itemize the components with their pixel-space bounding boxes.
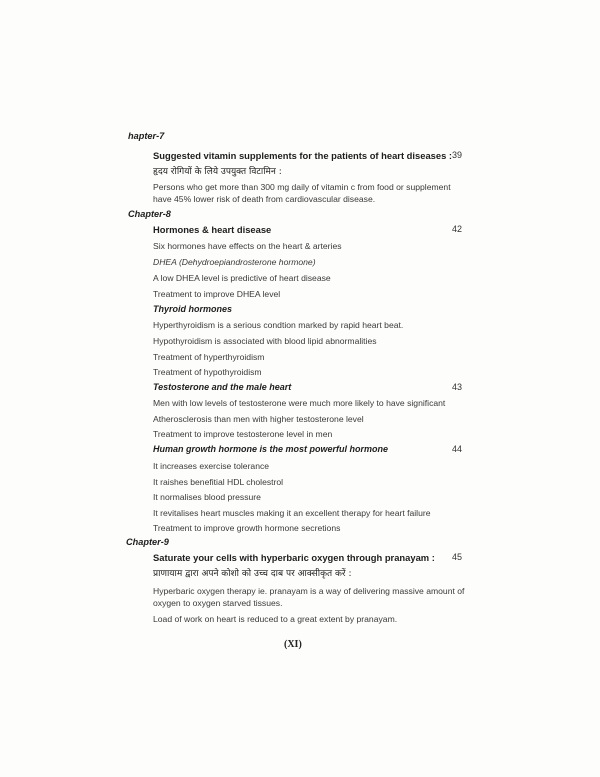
chapter-9-hindi-heading: प्राणायाम द्वारा अपने कोशो को उच्च दाब पर आक्सीकृत करें : <box>153 569 352 579</box>
chapter-7-hindi-heading: हृदय रोगियों के लिये उपयुक्त विटामिन : <box>153 167 282 177</box>
page-number-footer: (XI) <box>284 639 302 650</box>
chapter-8-page-number: 42 <box>451 224 462 234</box>
chapter-8-line: Treatment to improve growth hormone secretions <box>153 523 341 533</box>
chapter-8-line: Treatment of hypothyroidism <box>153 367 262 377</box>
chapter-8-line: It increases exercise tolerance <box>153 461 270 471</box>
chapter-8-line: It raishes benefitial HDL cholestrol <box>153 477 284 487</box>
chapter-8-line: It revitalises heart muscles making it an excellent therapy for heart failure <box>153 508 431 518</box>
chapter-8-line: Six hormones have effects on the heart & arteries <box>153 241 342 251</box>
chapter-7-body-line-1: Persons who get more than 300 mg daily of vitamin c from food or supplement <box>153 182 451 192</box>
chapter-7-heading: Suggested vitamin supplements for the patients of heart diseases : <box>153 150 453 161</box>
chapter-8-line: Atherosclerosis than men with higher testosterone level <box>153 414 364 424</box>
chapter-8-line: A low DHEA level is predictive of heart disease <box>153 273 331 283</box>
growth-hormone-subheading: Human growth hormone is the most powerful hormone <box>153 444 389 454</box>
testosterone-page-number: 43 <box>451 382 462 392</box>
chapter-9-line: Load of work on heart is reduced to a great extent by pranayam. <box>153 614 398 624</box>
thyroid-subheading: Thyroid hormones <box>153 304 233 314</box>
chapter-9-page-number: 45 <box>451 552 462 562</box>
testosterone-subheading: Testosterone and the male heart <box>153 382 292 392</box>
chapter-8-line: Treatment of hyperthyroidism <box>153 352 265 362</box>
chapter-7-label: hapter-7 <box>128 131 165 141</box>
chapter-9-label: Chapter-9 <box>126 537 169 547</box>
growth-hormone-page-number: 44 <box>451 444 462 454</box>
chapter-7-page-number: 39 <box>451 150 462 160</box>
chapter-8-line: It normalises blood pressure <box>153 492 261 502</box>
chapter-8-label: Chapter-8 <box>128 209 171 219</box>
chapter-9-heading: Saturate your cells with hyperbaric oxygen through pranayam : <box>153 552 435 563</box>
chapter-8-heading: Hormones & heart disease <box>153 224 272 235</box>
chapter-7-body-line-2: have 45% lower risk of death from cardiovascular disease. <box>153 194 376 204</box>
chapter-8-line: DHEA (Dehydroepiandrosterone hormone) <box>153 257 316 267</box>
chapter-8-line: Hyperthyroidism is a serious condtion marked by rapid heart beat. <box>153 320 404 330</box>
chapter-8-line: Treatment to improve DHEA level <box>153 289 281 299</box>
chapter-9-line: Hyperbaric oxygen therapy ie. pranayam is a way of delivering massive amount of <box>153 586 465 596</box>
chapter-8-line: Treatment to improve testosterone level in men <box>153 429 333 439</box>
chapter-9-line: oxygen to oxygen starved tissues. <box>153 598 283 608</box>
chapter-8-line: Hypothyroidism is associated with blood lipid abnormalities <box>153 336 377 346</box>
chapter-8-line: Men with low levels of testosterone were much more likely to have significant <box>153 398 446 408</box>
